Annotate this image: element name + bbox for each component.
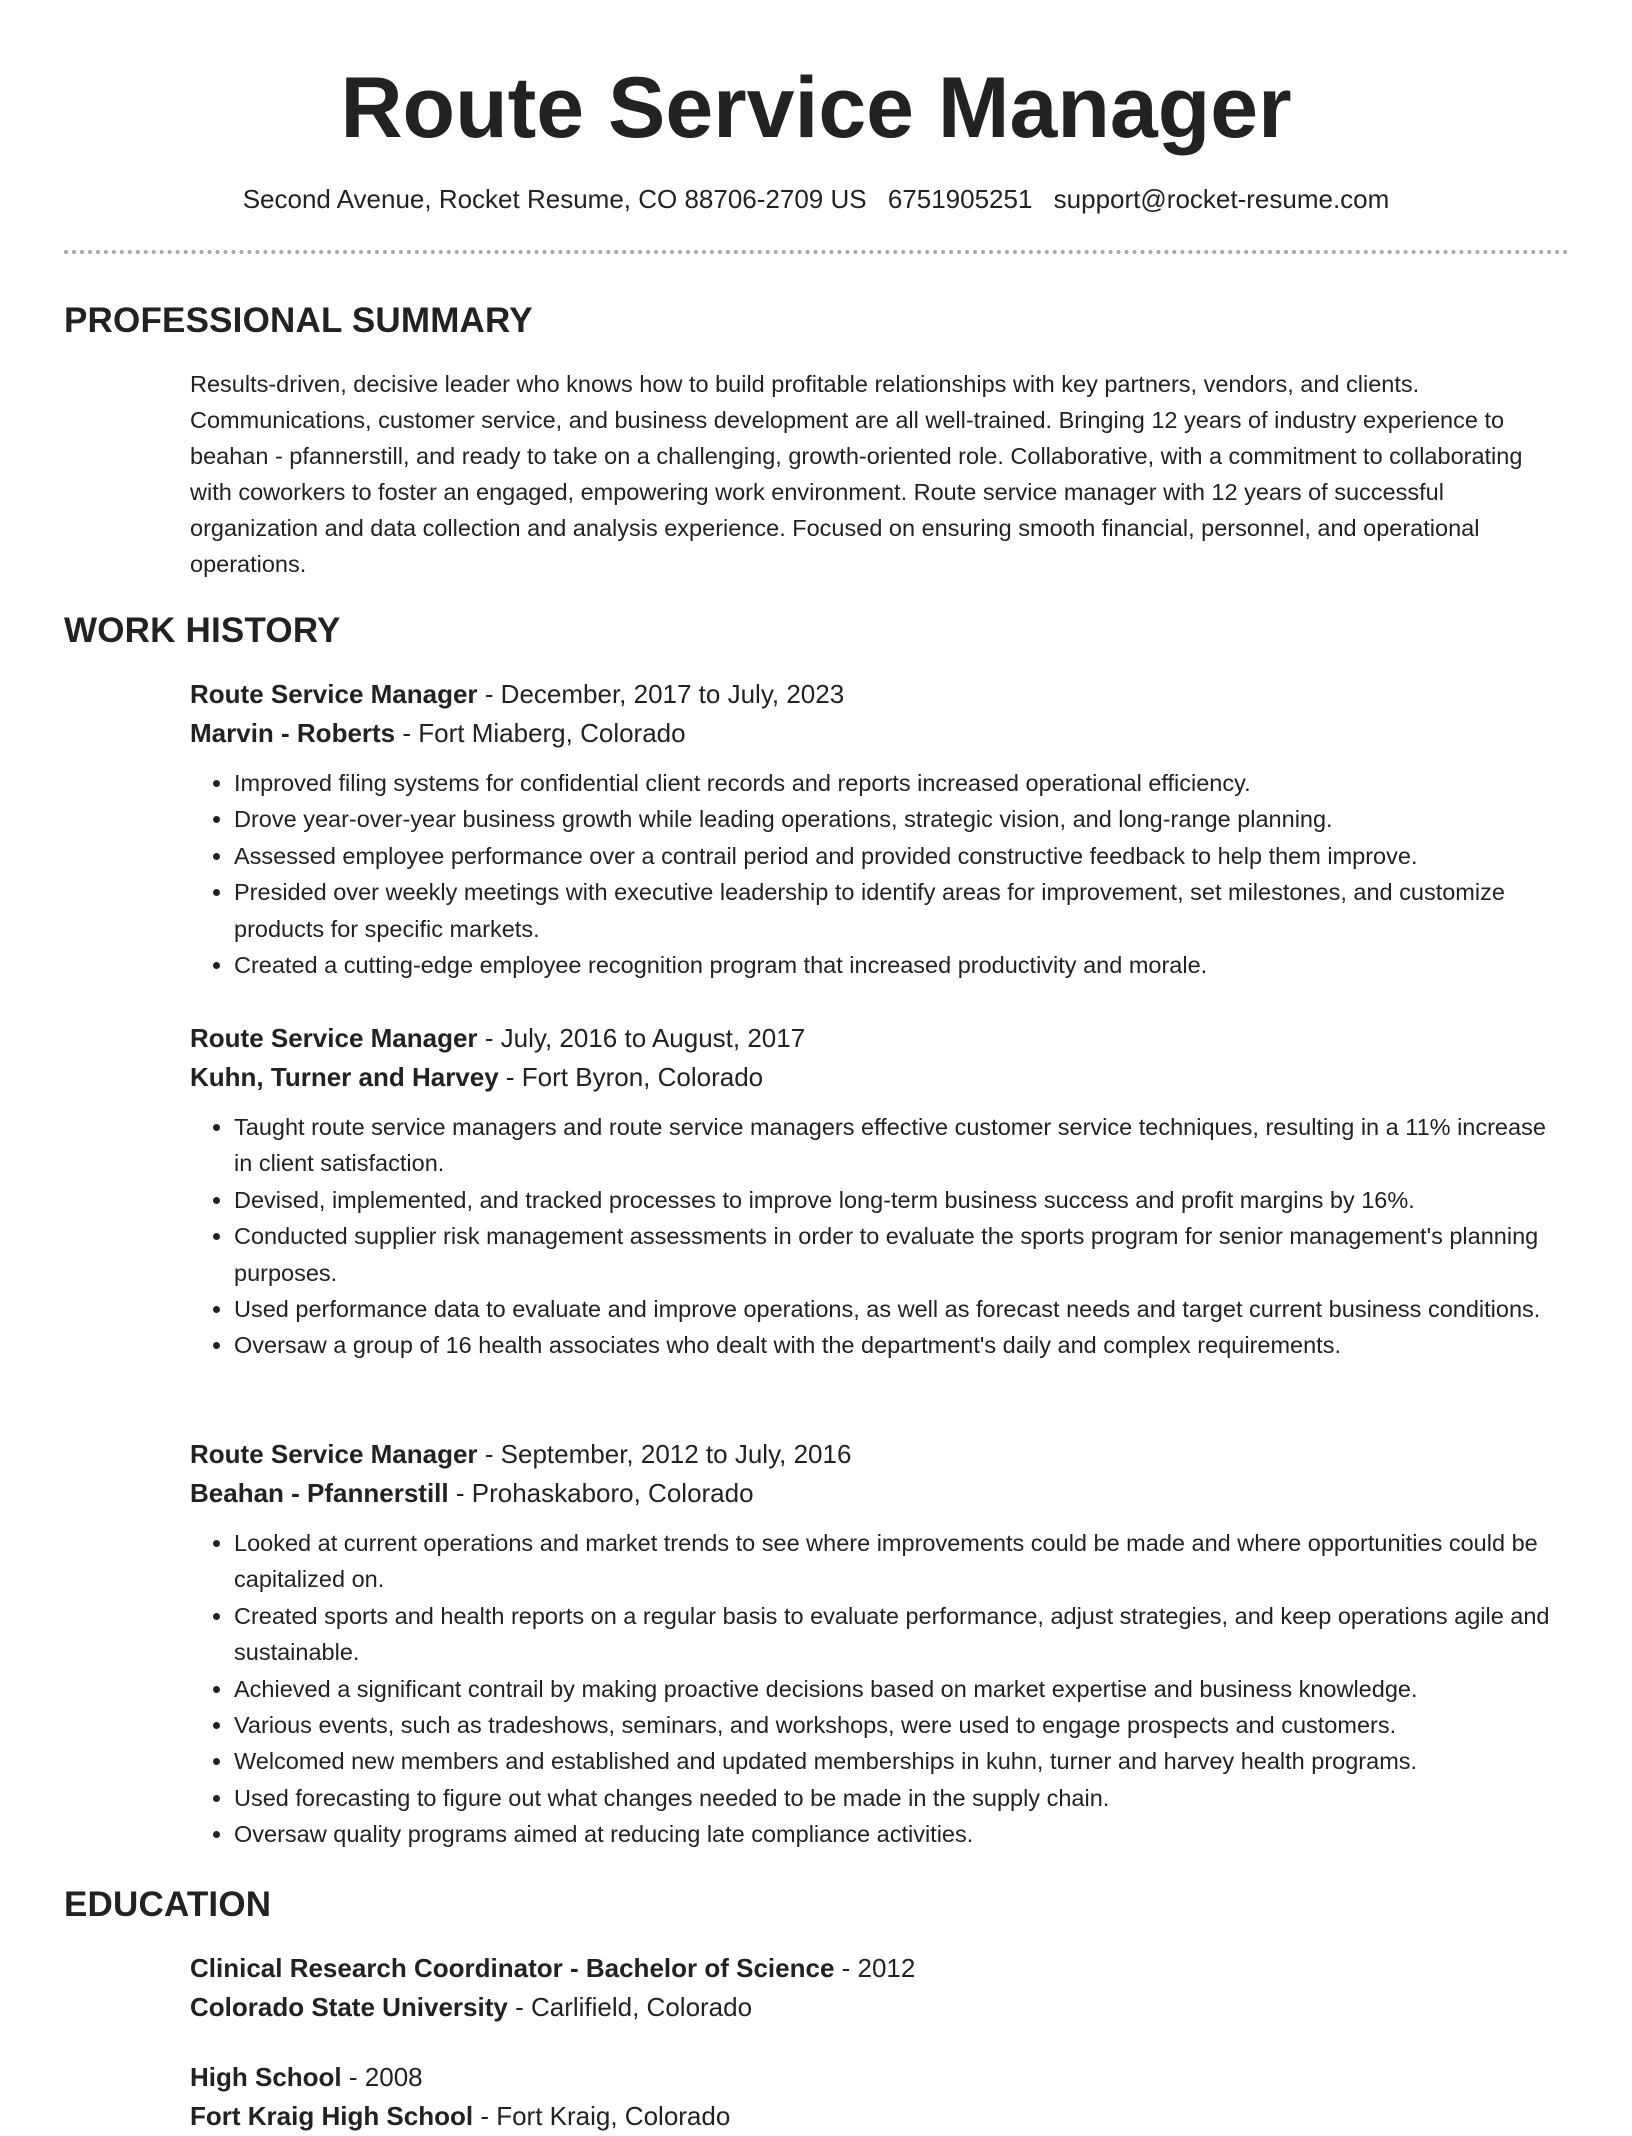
job-title-line [190, 1435, 1565, 1474]
job-location: - Fort Byron, Colorado [498, 1062, 764, 1092]
job-bullet: • Assessed employee performance over a contrail period and provided constructive feedback to help them improve. [234, 838, 1565, 874]
job-title: Route Service Manager [190, 1439, 478, 1469]
job-bullet: • Achieved a significant contrail by making proactive decisions based on market expertise and business knowledge. [234, 1671, 1565, 1707]
education-year: - 2012 [834, 1953, 916, 1983]
contact-phone[interactable]: 6751905251 [887, 184, 1033, 214]
job-bullet: • Created sports and health reports on a regular basis to evaluate performance, adjust strategies, and keep operations agile and sustainable. [234, 1598, 1565, 1671]
job-entry [190, 1019, 1565, 1364]
job-company: Marvin - Roberts [190, 718, 396, 748]
summary-text: Results-driven, decisive leader who knows how to build profitable relationships with key partners, vendors, and clients. Communications, customer service, and business development are all well-trained. Bringing 12 years of industry experience to beahan - pfannerstill, and ready to take on a challenging, growth-oriented role. Collaborative, with a commitment to collaborating with coworkers to foster an engaged, empowering work environment. Route service manager with 12 years of successful organization and data collection and analysis experience. Focused on ensuring smooth financial, personnel, and operational operations. [190, 371, 1523, 577]
education-school: Fort Kraig High School [190, 2101, 474, 2131]
job-bullet: • Various events, such as tradeshows, seminars, and workshops, were used to engage prospects and customers. [234, 1707, 1565, 1743]
education-location: - Fort Kraig, Colorado [473, 2101, 731, 2131]
job-location: - Fort Miaberg, Colorado [395, 718, 686, 748]
job-location: - Prohaskaboro, Colorado [448, 1478, 754, 1508]
job-company-line [190, 1474, 1565, 1513]
education-degree-line [190, 1949, 1565, 1988]
job-bullet: • Welcomed new members and established and updated memberships in kuhn, turner and harvey health programs. [234, 1743, 1565, 1779]
summary-heading: PROFESSIONAL SUMMARY [64, 301, 533, 340]
job-company: Beahan - Pfannerstill [190, 1478, 449, 1508]
job-company-line [190, 1058, 1565, 1097]
education-year: - 2008 [341, 2062, 423, 2092]
job-title: Route Service Manager [190, 1023, 478, 1053]
job-company-line [190, 714, 1565, 753]
education-school-line [190, 2097, 1565, 2136]
job-bullets [190, 1109, 1565, 1364]
job-bullet: • Drove year-over-year business growth while leading operations, strategic vision, and long-range planning. [234, 801, 1565, 837]
job-bullet: • Used forecasting to figure out what changes needed to be made in the supply chain. [234, 1780, 1565, 1816]
job-dates: - July, 2016 to August, 2017 [477, 1023, 806, 1053]
work-history-heading: WORK HISTORY [64, 611, 341, 650]
education-heading: EDUCATION [64, 1885, 272, 1924]
job-bullet: • Looked at current operations and market trends to see where improvements could be made and where opportunities could be capitalized on. [234, 1525, 1565, 1598]
job-bullet: • Conducted supplier risk management assessments in order to evaluate the sports program for senior management's planning purposes. [234, 1218, 1565, 1291]
job-bullets [190, 765, 1565, 983]
resume-title: Route Service Manager [340, 60, 1292, 156]
job-bullet: • Created a cutting-edge employee recognition program that increased productivity and morale. [234, 947, 1565, 983]
education-location: - Carlifield, Colorado [507, 1992, 753, 2022]
education-entry [190, 1949, 1565, 2027]
education-degree: Clinical Research Coordinator - Bachelor of Science [190, 1953, 835, 1983]
job-bullet: • Used performance data to evaluate and improve operations, as well as forecast needs and target current business conditions. [234, 1291, 1565, 1327]
job-bullet: • Oversaw quality programs aimed at reducing late compliance activities. [234, 1816, 1565, 1852]
job-title-line [190, 1019, 1565, 1058]
job-bullets [190, 1525, 1565, 1853]
education-school-line [190, 1988, 1565, 2027]
job-bullet: • Oversaw a group of 16 health associates who dealt with the department's daily and complex requirements. [234, 1327, 1565, 1363]
job-dates: - December, 2017 to July, 2023 [477, 679, 845, 709]
job-company: Kuhn, Turner and Harvey [190, 1062, 499, 1092]
job-bullet: • Taught route service managers and route service managers effective customer service techniques, resulting in a 11% increase in client satisfaction. [234, 1109, 1565, 1182]
job-bullet: • Improved filing systems for confidential client records and reports increased operational efficiency. [234, 765, 1565, 801]
job-entry [190, 675, 1565, 983]
contact-line [0, 182, 1632, 216]
education-degree: High School [190, 2062, 342, 2092]
job-title: Route Service Manager [190, 679, 478, 709]
job-bullet: • Devised, implemented, and tracked processes to improve long-term business success and profit margins by 16%. [234, 1182, 1565, 1218]
education-entry [190, 2058, 1565, 2136]
contact-email[interactable]: support@rocket-resume.com [1053, 184, 1390, 214]
job-dates: - September, 2012 to July, 2016 [477, 1439, 852, 1469]
education-school: Colorado State University [190, 1992, 508, 2022]
job-entry [190, 1435, 1565, 1853]
job-title-line [190, 675, 1565, 714]
education-degree-line [190, 2058, 1565, 2097]
contact-address: Second Avenue, Rocket Resume, CO 88706-2709 US [242, 184, 867, 214]
header-divider [64, 250, 1569, 254]
job-bullet: • Presided over weekly meetings with executive leadership to identify areas for improvement, set milestones, and customize products for specific markets. [234, 874, 1565, 947]
